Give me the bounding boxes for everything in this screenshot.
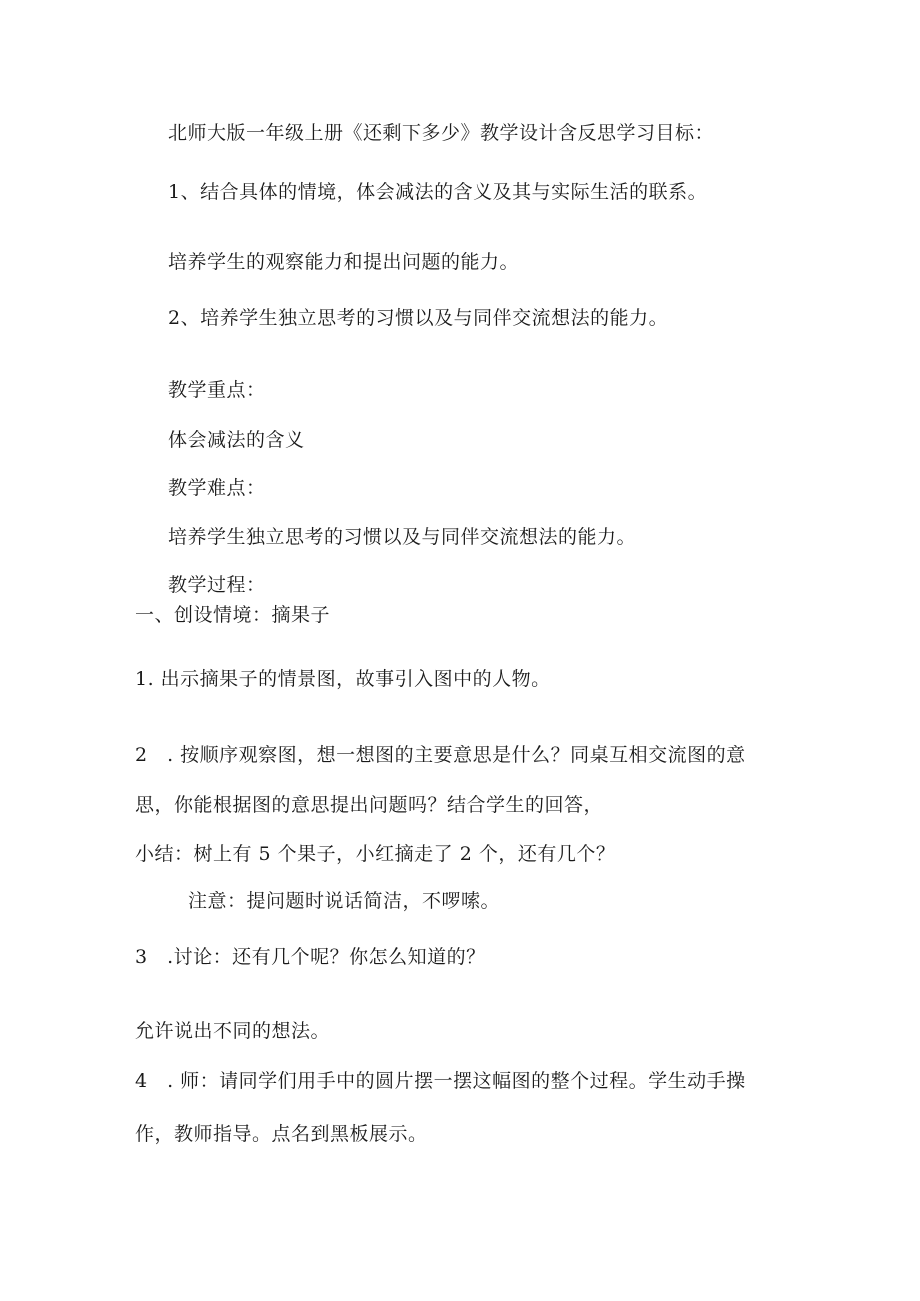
step-3: 3 .讨论：还有几个呢？你怎么知道的？ bbox=[135, 946, 486, 968]
step-2: 2 . 按顺序观察图，想一想图的主要意思是什么？同桌互相交流图的意 bbox=[135, 744, 746, 766]
step-2-continued: 思，你能根据图的意思提出问题吗？结合学生的回答， bbox=[135, 794, 604, 816]
step-3-note: 允许说出不同的想法。 bbox=[135, 1020, 331, 1042]
difficult-point-label: 教学难点： bbox=[168, 477, 266, 499]
document-title: 北师大版一年级上册《还剩下多少》教学设计含反思学习目标： bbox=[168, 122, 715, 144]
step-1: 1. 出示摘果子的情景图，故事引入图中的人物。 bbox=[135, 668, 551, 690]
objective-2: 2、培养学生独立思考的习惯以及与同伴交流想法的能力。 bbox=[168, 307, 669, 329]
key-point-label: 教学重点： bbox=[168, 379, 266, 401]
step-4: 4 . 师：请同学们用手中的圆片摆一摆这幅图的整个过程。学生动手操 bbox=[135, 1070, 746, 1092]
difficult-point-content: 培养学生独立思考的习惯以及与同伴交流想法的能力。 bbox=[168, 526, 637, 548]
process-label: 教学过程： bbox=[168, 574, 266, 596]
step-4-continued: 作，教师指导。点名到黑板展示。 bbox=[135, 1123, 428, 1145]
note: 注意：提问题时说话简洁，不啰嗦。 bbox=[188, 890, 501, 912]
objective-1-continued: 培养学生的观察能力和提出问题的能力。 bbox=[168, 251, 520, 273]
section-1-title: 一、创设情境：摘果子 bbox=[135, 604, 331, 626]
key-point-content: 体会减法的含义 bbox=[168, 429, 305, 451]
objective-1: 1、结合具体的情境，体会减法的含义及其与实际生活的联系。 bbox=[168, 181, 708, 203]
summary: 小结：树上有 5 个果子，小红摘走了 2 个，还有几个？ bbox=[135, 843, 616, 865]
